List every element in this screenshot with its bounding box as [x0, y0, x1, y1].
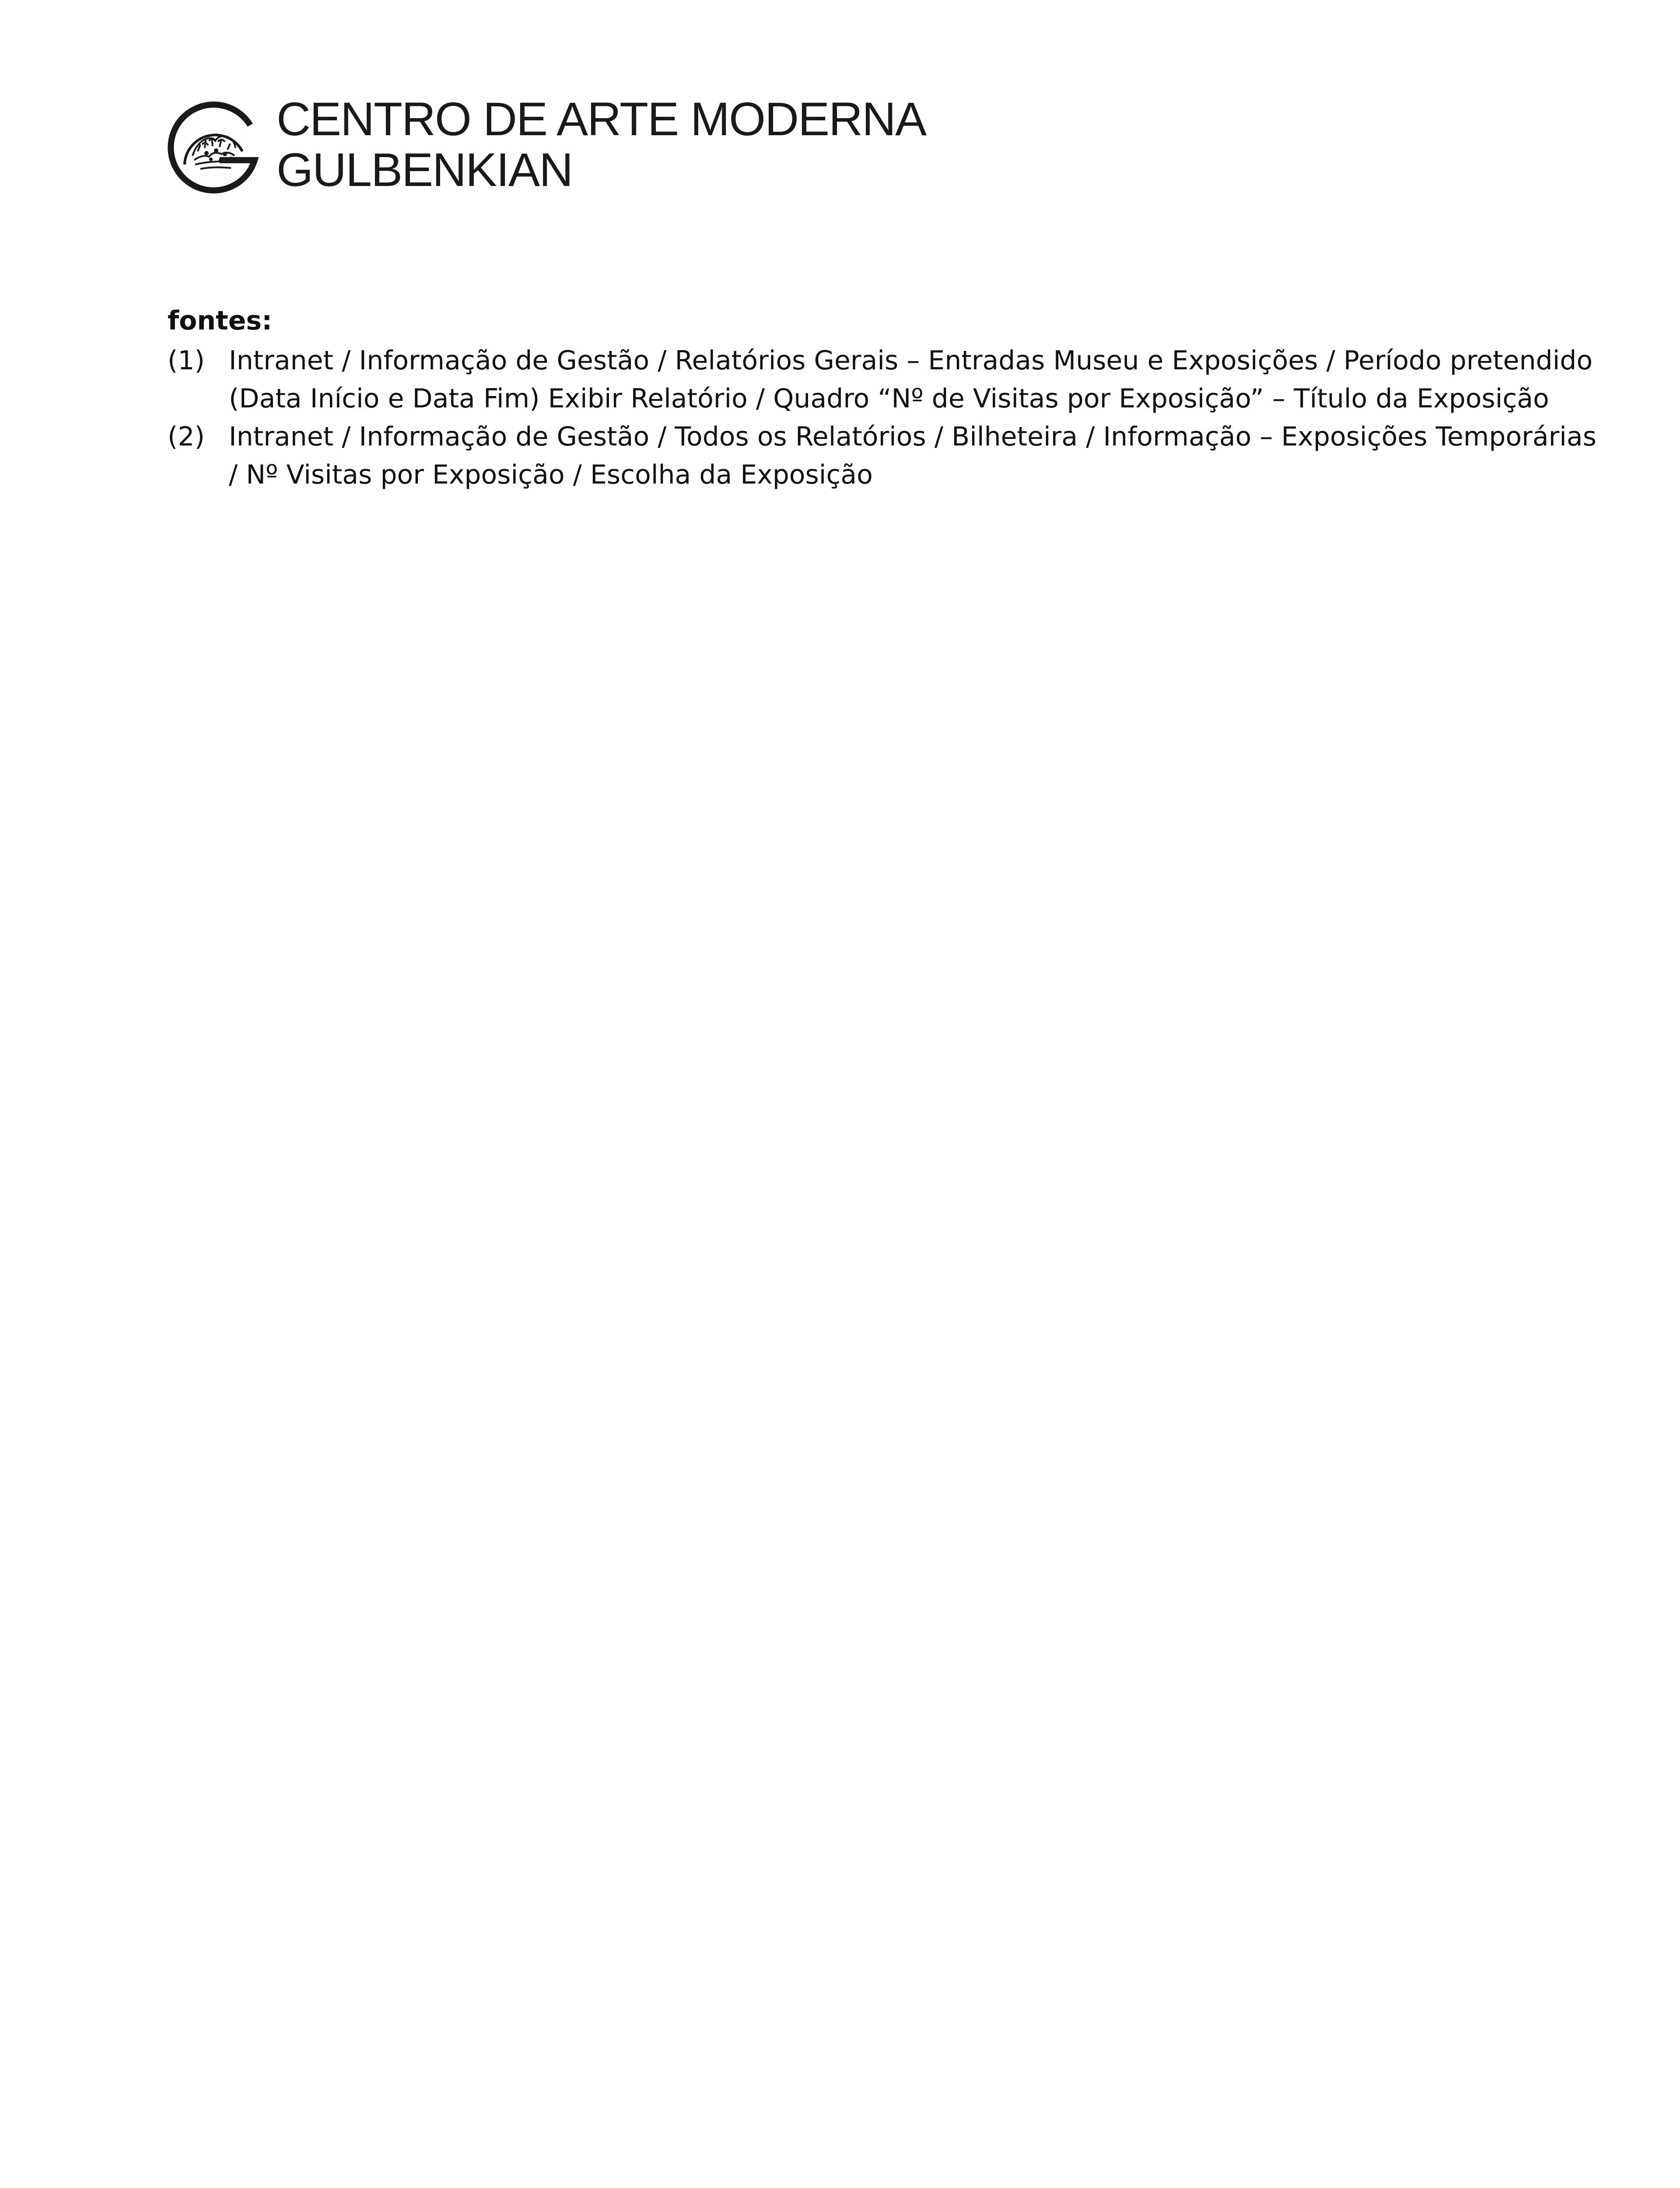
logo-wordmark — [276, 94, 926, 195]
source-item — [168, 418, 1611, 494]
logo-line-2: GULBENKIAN — [276, 143, 573, 196]
logo-line-1: CENTRO DE ARTE MODERNA — [276, 92, 926, 145]
gulbenkian-logo-icon — [167, 99, 260, 198]
sources-section — [168, 302, 1611, 494]
sources-heading: fontes: — [168, 305, 273, 336]
source-item — [168, 342, 1611, 418]
source-text-line: / Nº Visitas por Exposição / Escolha da Exposição — [229, 459, 873, 490]
source-number: (1) — [168, 345, 205, 376]
source-number: (2) — [168, 421, 205, 452]
source-text-line: Intranet / Informação de Gestão / Relatórios Gerais – Entradas Museu e Exposições / Período pretendido — [229, 345, 1593, 376]
source-text-line: Intranet / Informação de Gestão / Todos os Relatórios / Bilheteira / Informação – Exposições Temporárias — [229, 421, 1596, 452]
header-logo — [167, 92, 926, 203]
source-text-line: (Data Início e Data Fim) Exibir Relatório / Quadro “Nº de Visitas por Exposição” – Título da Exposição — [229, 383, 1549, 414]
